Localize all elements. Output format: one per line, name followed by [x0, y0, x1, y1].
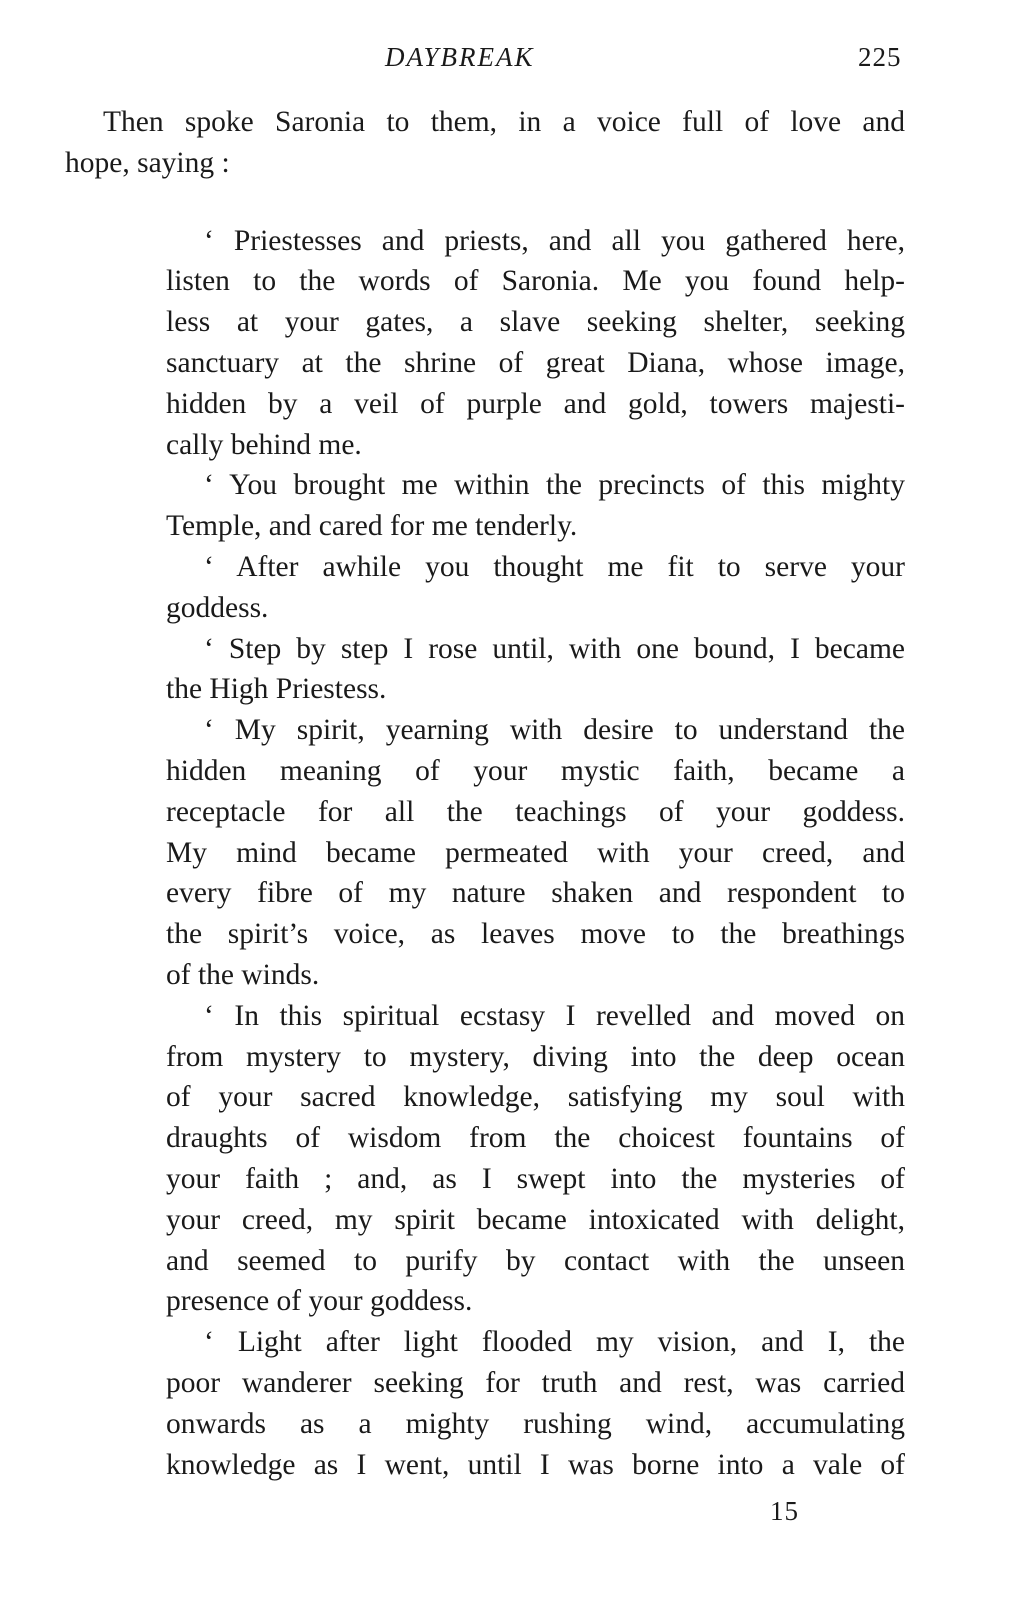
text-line: ‘ Priestesses and priests, and all you gathered here,: [204, 224, 905, 257]
text-line: of your sacred knowledge, satisfying my soul with: [166, 1081, 905, 1114]
text-line: ‘ Light after light flooded my vision, and I, the: [204, 1326, 905, 1359]
text-line: from mystery to mystery, diving into the deep ocean: [166, 1040, 905, 1073]
text-line: receptacle for all the teachings of your goddess.: [166, 795, 905, 828]
paragraph-gap: [65, 184, 905, 221]
text-line: listen to the words of Saronia. Me you found help-: [166, 265, 905, 298]
text-line: Then spoke Saronia to them, in a voice full of love and: [103, 106, 905, 138]
text-line: My mind became permeated with your creed, and: [166, 836, 905, 869]
page-body: [65, 102, 905, 1485]
text-line: and seemed to purify by contact with the unseen: [166, 1244, 905, 1277]
signature-mark: 15: [770, 1496, 799, 1526]
quote-paragraph: [166, 996, 905, 1322]
text-line: knowledge as I went, until I was borne into a vale of: [166, 1448, 905, 1481]
quote-paragraph: [166, 710, 905, 996]
text-line: less at your gates, a slave seeking shelter, seeking: [166, 306, 905, 339]
text-line: poor wanderer seeking for truth and rest, was carried: [166, 1366, 905, 1399]
quote-paragraph: [166, 1322, 905, 1485]
text-line: sanctuary at the shrine of great Diana, whose image,: [166, 346, 905, 379]
text-line: the High Priestess.: [166, 673, 387, 706]
text-line: ‘ After awhile you thought me fit to serve your: [204, 550, 905, 583]
text-line: hope, saying :: [65, 146, 230, 179]
quote-paragraph: [166, 465, 905, 547]
text-line: onwards as a mighty rushing wind, accumulating: [166, 1407, 905, 1440]
text-line: goddess.: [166, 591, 269, 624]
text-line: ‘ You brought me within the precincts of this mighty: [204, 469, 905, 502]
text-line: ‘ My spirit, yearning with desire to understand the: [204, 714, 905, 747]
text-line: ‘ Step by step I rose until, with one bound, I became: [204, 632, 905, 665]
text-line: hidden meaning of your mystic faith, became a: [166, 754, 905, 787]
text-line: every fibre of my nature shaken and respondent to: [166, 877, 905, 910]
quote-paragraph: [166, 547, 905, 629]
text-line: ‘ In this spiritual ecstasy I revelled and moved on: [204, 999, 905, 1032]
text-line: the spirit’s voice, as leaves move to the breathings: [166, 918, 905, 951]
text-line: cally behind me.: [166, 428, 362, 461]
page-number: 225: [858, 42, 902, 72]
text-line: hidden by a veil of purple and gold, towers majesti-: [166, 387, 905, 420]
quote-paragraph: [166, 221, 905, 466]
text-line: your creed, my spirit became intoxicated with delight,: [166, 1203, 905, 1236]
narrative-paragraph: [65, 102, 905, 184]
running-head: DAYBREAK: [385, 42, 535, 72]
quote-paragraph: [166, 629, 905, 711]
text-line: your faith ; and, as I swept into the mysteries of: [166, 1162, 905, 1195]
text-line: Temple, and cared for me tenderly.: [166, 510, 578, 543]
text-line: draughts of wisdom from the choicest fountains of: [166, 1122, 905, 1155]
text-line: presence of your goddess.: [166, 1285, 473, 1318]
text-line: of the winds.: [166, 958, 320, 991]
